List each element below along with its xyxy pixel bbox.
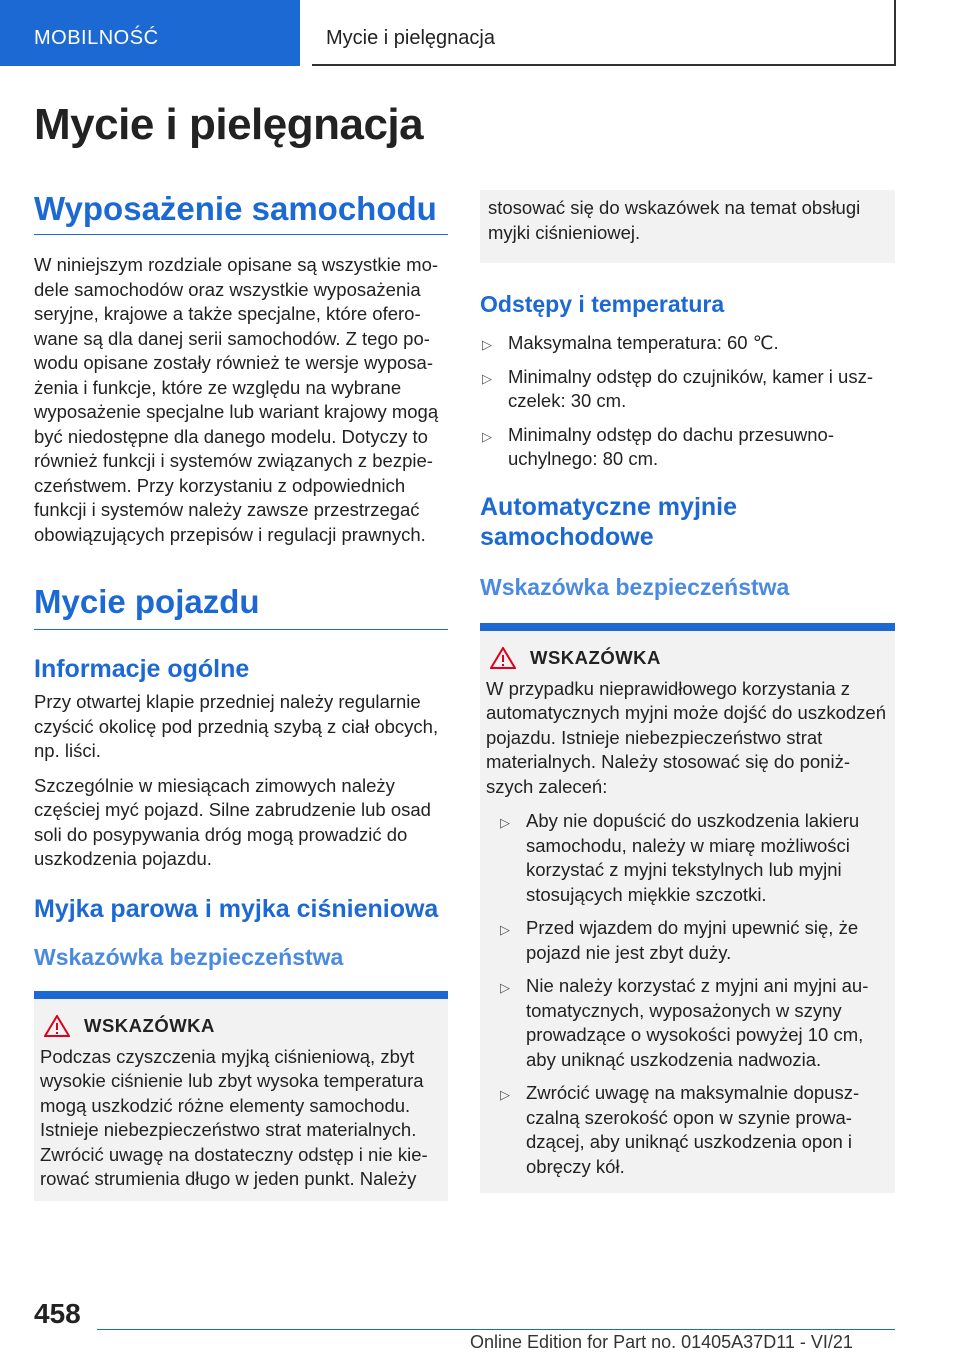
warning-continuation xyxy=(480,190,895,263)
warning-text: W przypadku nieprawidłowego korzystania z automatycznych myjni może dojść do uszkodzeń pojazdu. Istnieje niebezpieczeństwo strat materialnych. Należy stosować się do poniższych zaleceń: xyxy=(486,677,886,797)
distances-list xyxy=(480,331,895,472)
bullet-triangle-icon: ▷ xyxy=(500,815,510,830)
heading-pressure-washer: Myjka parowa i myjka ciśnieniowa xyxy=(34,894,439,923)
warning-text: Podczas czyszczenia myjką ciśnieniową, zbyt wysokie ciśnienie lub zbyt wysoka temperatura mogą uszkodzić różne elementy samochodu. Istnieje niebezpieczeństwo strat materialnych. Zwrócić uwagę na dostateczny odstęp i nie kierować strumienia długo w jeden punkt. Należy xyxy=(40,1045,428,1189)
left-column xyxy=(34,190,448,1201)
heading-safety-left: Wskazówka bezpieczeństwa xyxy=(34,943,344,970)
paragraph-equipment: W niniejszym rozdziale opisane są wszystkie modele samochodów oraz wszystkie wyposażenia seryjne, krajowe a także specjalne, które oferowane są dla danej serii samochodów. Z tego powodu opisane zostały również te wersje wyposażenia i funkcje, które ze względu na wybrane wyposażenie specjalne lub wariant krajowy mogą być niedostępne dla danego modelu. Dotyczy to również funkcji i systemów związanych z bezpieczeństwem. Przy korzystaniu z odpowiednich funkcji i systemów należy zawsze przestrzegać obowiązujących przepisów i regulacji prawnych. xyxy=(34,254,439,545)
bullet-triangle-icon: ▷ xyxy=(482,337,492,352)
warning-continuation-text: stosować się do wskazówek na temat obsługi myjki ciśnieniowej. xyxy=(488,197,861,243)
warning-title: WSKAZÓWKA xyxy=(530,646,661,668)
heading-general: Informacje ogólne xyxy=(34,655,250,683)
list-item: ▷ Nie należy korzystać z myjni ani myjni automatycznych, wyposażonych w szyny prowadzące o wysokości powyżej 10 cm, aby uniknąć uszkodzenia nadwozia. xyxy=(500,975,869,1070)
heading-safety-right: Wskazówka bezpieczeństwa xyxy=(480,573,790,600)
list-item: ▷ Minimalny odstęp do czujników, kamer i uszczelek: 30 cm. xyxy=(482,365,874,411)
page-number: 458 xyxy=(34,1298,81,1329)
warning-header xyxy=(40,1015,442,1037)
warning-header xyxy=(486,647,889,669)
paragraph-general-2: Szczególnie w miesiącach zimowych należy częściej myć pojazd. Silne zabrudzenie lub osad soli do posypywania dróg mogą prowadzić do uszkodzenia pojazdu. xyxy=(34,774,431,869)
chapter-header xyxy=(312,0,896,66)
list-item: ▷ Minimalny odstęp do dachu przesuwno-uchylnego: 80 cm. xyxy=(482,423,834,469)
list-item: ▷ Zwrócić uwagę na maksymalnie dopuszczalną szerokość opon w szynie prowadzącej, aby uniknąć uszkodzenia opon i obręczy kół. xyxy=(500,1082,860,1177)
warning-triangle-icon xyxy=(490,647,516,669)
edition-text: Online Edition for Part no. 01405A37D11 - VI/21 xyxy=(470,1332,853,1352)
right-column xyxy=(480,190,895,1193)
heading-equipment: Wyposażenie samochodu xyxy=(34,190,448,235)
warning-triangle-icon xyxy=(44,1015,70,1037)
list-item: ▷ Przed wjazdem do myjni upewnić się, że pojazd nie jest zbyt duży. xyxy=(500,917,859,963)
chapter-label: Mycie i pielęgnacja xyxy=(326,27,495,49)
paragraph-general-1: Przy otwartej klapie przedniej należy regularnie czyścić okolicę pod przednią szybą z ciał obcych, np. liści. xyxy=(34,691,439,761)
bullet-triangle-icon: ▷ xyxy=(482,370,492,386)
bullet-triangle-icon: ▷ xyxy=(482,428,492,444)
bullet-triangle-icon: ▷ xyxy=(500,922,510,937)
warning-title: WSKAZÓWKA xyxy=(84,1014,215,1036)
warning-box-left xyxy=(34,991,448,1201)
page-title: Mycie i pielęgnacja xyxy=(34,100,424,149)
heading-auto-wash: Automatyczne myjnie samochodowe xyxy=(480,492,738,551)
bullet-triangle-icon: ▷ xyxy=(500,980,510,995)
list-item: ▷ Aby nie dopuścić do uszkodzenia lakieru samochodu, należy w miarę możliwości korzystać z myjni tekstylnych lub myjni stosujących miękkie szczotki. xyxy=(500,810,860,905)
heading-distances: Odstępy i temperatura xyxy=(480,291,725,317)
bullet-triangle-icon: ▷ xyxy=(500,1087,510,1102)
warning-box-right xyxy=(480,623,895,1194)
warning-bullets xyxy=(486,809,889,1179)
list-item: ▷ Maksymalna temperatura: 60 ℃. xyxy=(480,331,895,356)
section-label: MOBILNOŚĆ xyxy=(34,27,159,49)
section-tab[interactable] xyxy=(0,0,300,66)
footer-divider xyxy=(97,1329,895,1330)
heading-wash: Mycie pojazdu xyxy=(34,583,448,630)
